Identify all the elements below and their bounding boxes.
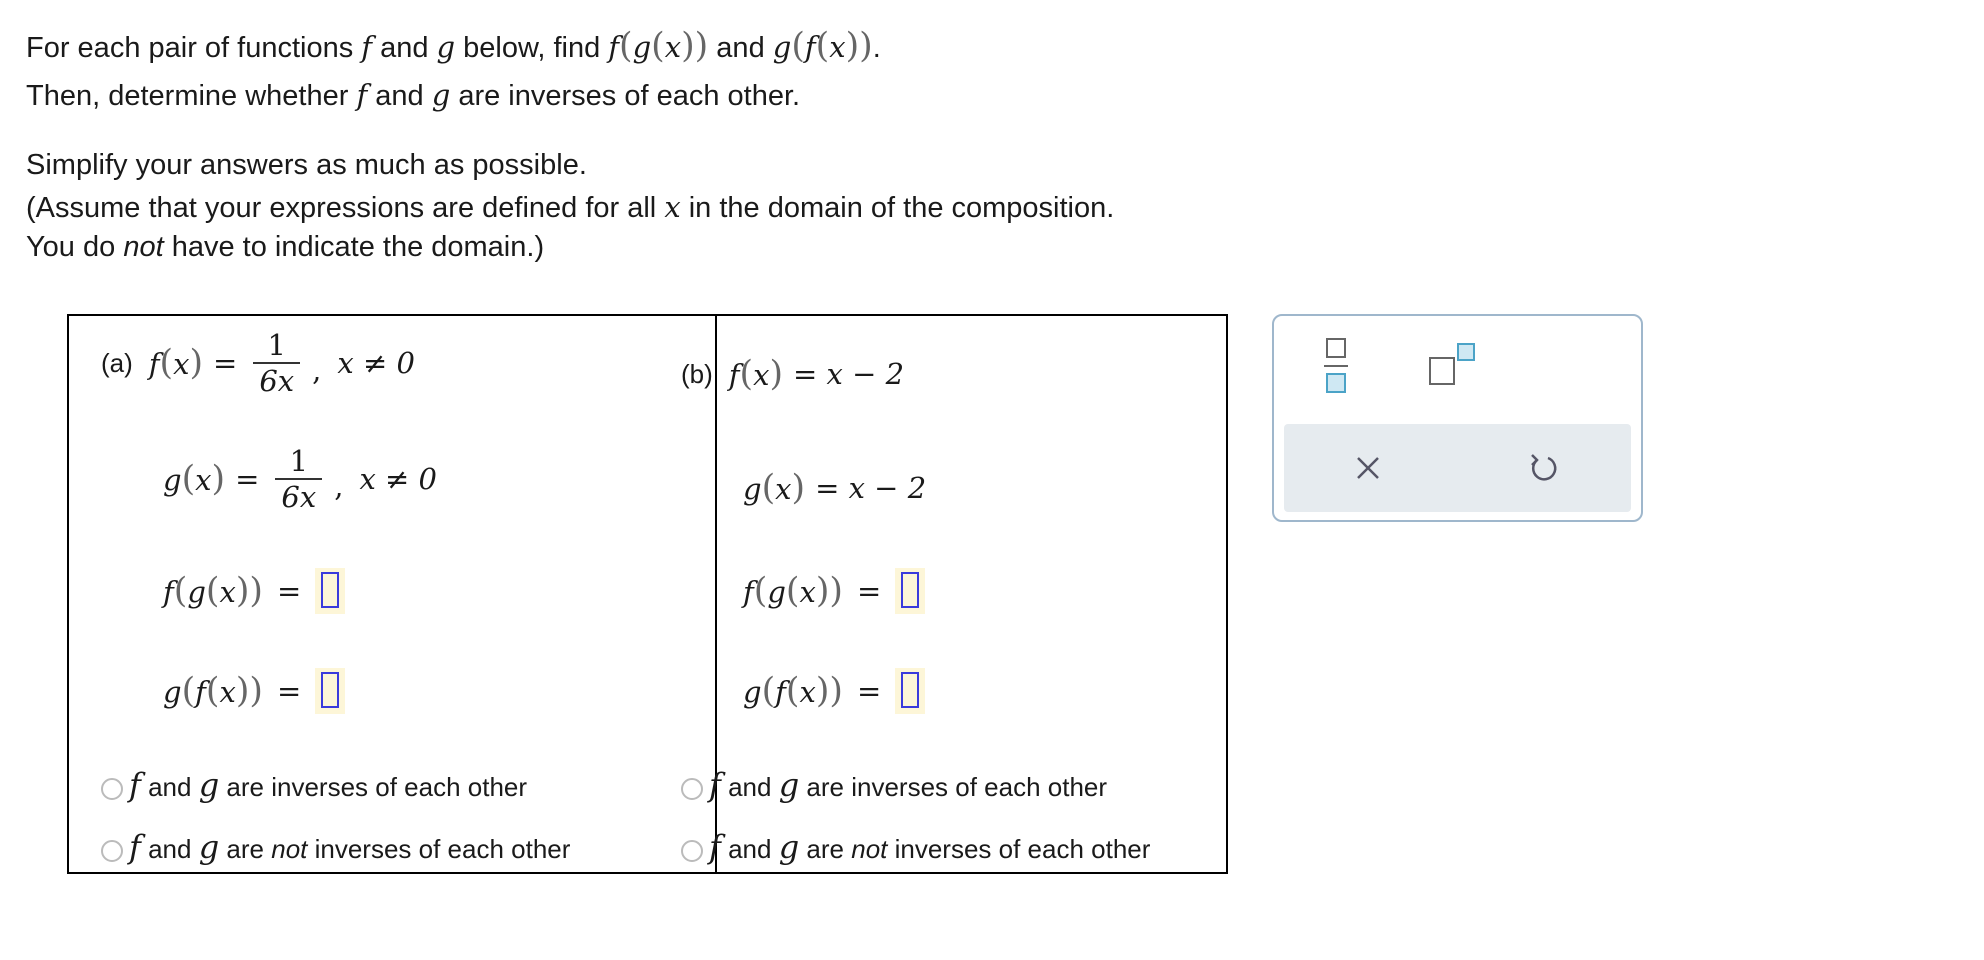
- part-b-fog-input[interactable]: [895, 568, 925, 614]
- part-b-gof-input[interactable]: [895, 668, 925, 714]
- undo-icon: [1524, 448, 1564, 488]
- part-a-fog-row: f(g(x)) =: [163, 568, 345, 614]
- part-b-g-definition: g(x) = x − 2: [743, 468, 927, 508]
- instruction-line-3: Simplify your answers as much as possible.: [26, 149, 587, 181]
- part-a-gof-row: g(f(x)) =: [163, 668, 345, 714]
- part-a-g-condition: x ≠ 0: [359, 462, 437, 496]
- part-a-radio-inverses[interactable]: [101, 778, 123, 800]
- part-b-option-not-inverses[interactable]: f and g are not inverses of each other: [681, 828, 1150, 866]
- part-b-radio-not-inverses[interactable]: [681, 840, 703, 862]
- toolbar-action-row: [1284, 424, 1631, 512]
- part-a-g-fraction: $\frac{1}{6x}$: [275, 444, 322, 514]
- instruction-line-5: You do not have to indicate the domain.): [26, 231, 545, 263]
- part-a-radio-not-inverses[interactable]: [101, 840, 123, 862]
- fraction-button[interactable]: [1314, 336, 1358, 396]
- part-a-f-definition: (a) f(x) = $\frac{1}{6x}$ , x ≠ 0: [101, 328, 415, 398]
- part-a-label: (a): [101, 347, 133, 378]
- part-b-option-inverses[interactable]: f and g are inverses of each other: [681, 766, 1107, 804]
- superscript-button[interactable]: [1426, 340, 1486, 390]
- part-a-fog-input[interactable]: [315, 568, 345, 614]
- part-a-option-inverses[interactable]: f and g are inverses of each other: [101, 766, 527, 804]
- clear-button[interactable]: [1350, 450, 1386, 486]
- part-b-label: (b): [681, 358, 713, 389]
- math-toolbar: [1272, 314, 1643, 522]
- fog-expression: f(g(x)): [608, 26, 709, 66]
- part-b-radio-inverses[interactable]: [681, 778, 703, 800]
- instruction-line-2: Then, determine whether f and g are inverses of each other.: [26, 78, 801, 112]
- problem-panel: [67, 314, 1228, 874]
- close-icon: [1350, 450, 1386, 486]
- superscript-icon: [1426, 340, 1486, 390]
- fraction-icon: [1314, 336, 1358, 396]
- part-a-f-fraction: $\frac{1}{6x}$: [253, 328, 300, 398]
- instruction-line-1: For each pair of functions f and g below, find f(g(x)) and g(f(x)).: [26, 26, 881, 66]
- part-a-f-condition: x ≠ 0: [337, 346, 415, 380]
- undo-button[interactable]: [1524, 448, 1564, 488]
- part-b-gof-row: g(f(x)) =: [743, 668, 925, 714]
- part-a-gof-input[interactable]: [315, 668, 345, 714]
- instruction-line-4: (Assume that your expressions are defined for all x in the domain of the composition.: [26, 190, 1115, 224]
- part-b-fog-row: f(g(x)) =: [743, 568, 925, 614]
- gof-expression: g(f(x)): [772, 26, 873, 66]
- part-a-g-definition: g(x) = $\frac{1}{6x}$ , x ≠ 0: [163, 444, 437, 514]
- part-a-option-not-inverses[interactable]: f and g are not inverses of each other: [101, 828, 570, 866]
- part-b-f-definition: (b) f(x) = x − 2: [681, 354, 905, 394]
